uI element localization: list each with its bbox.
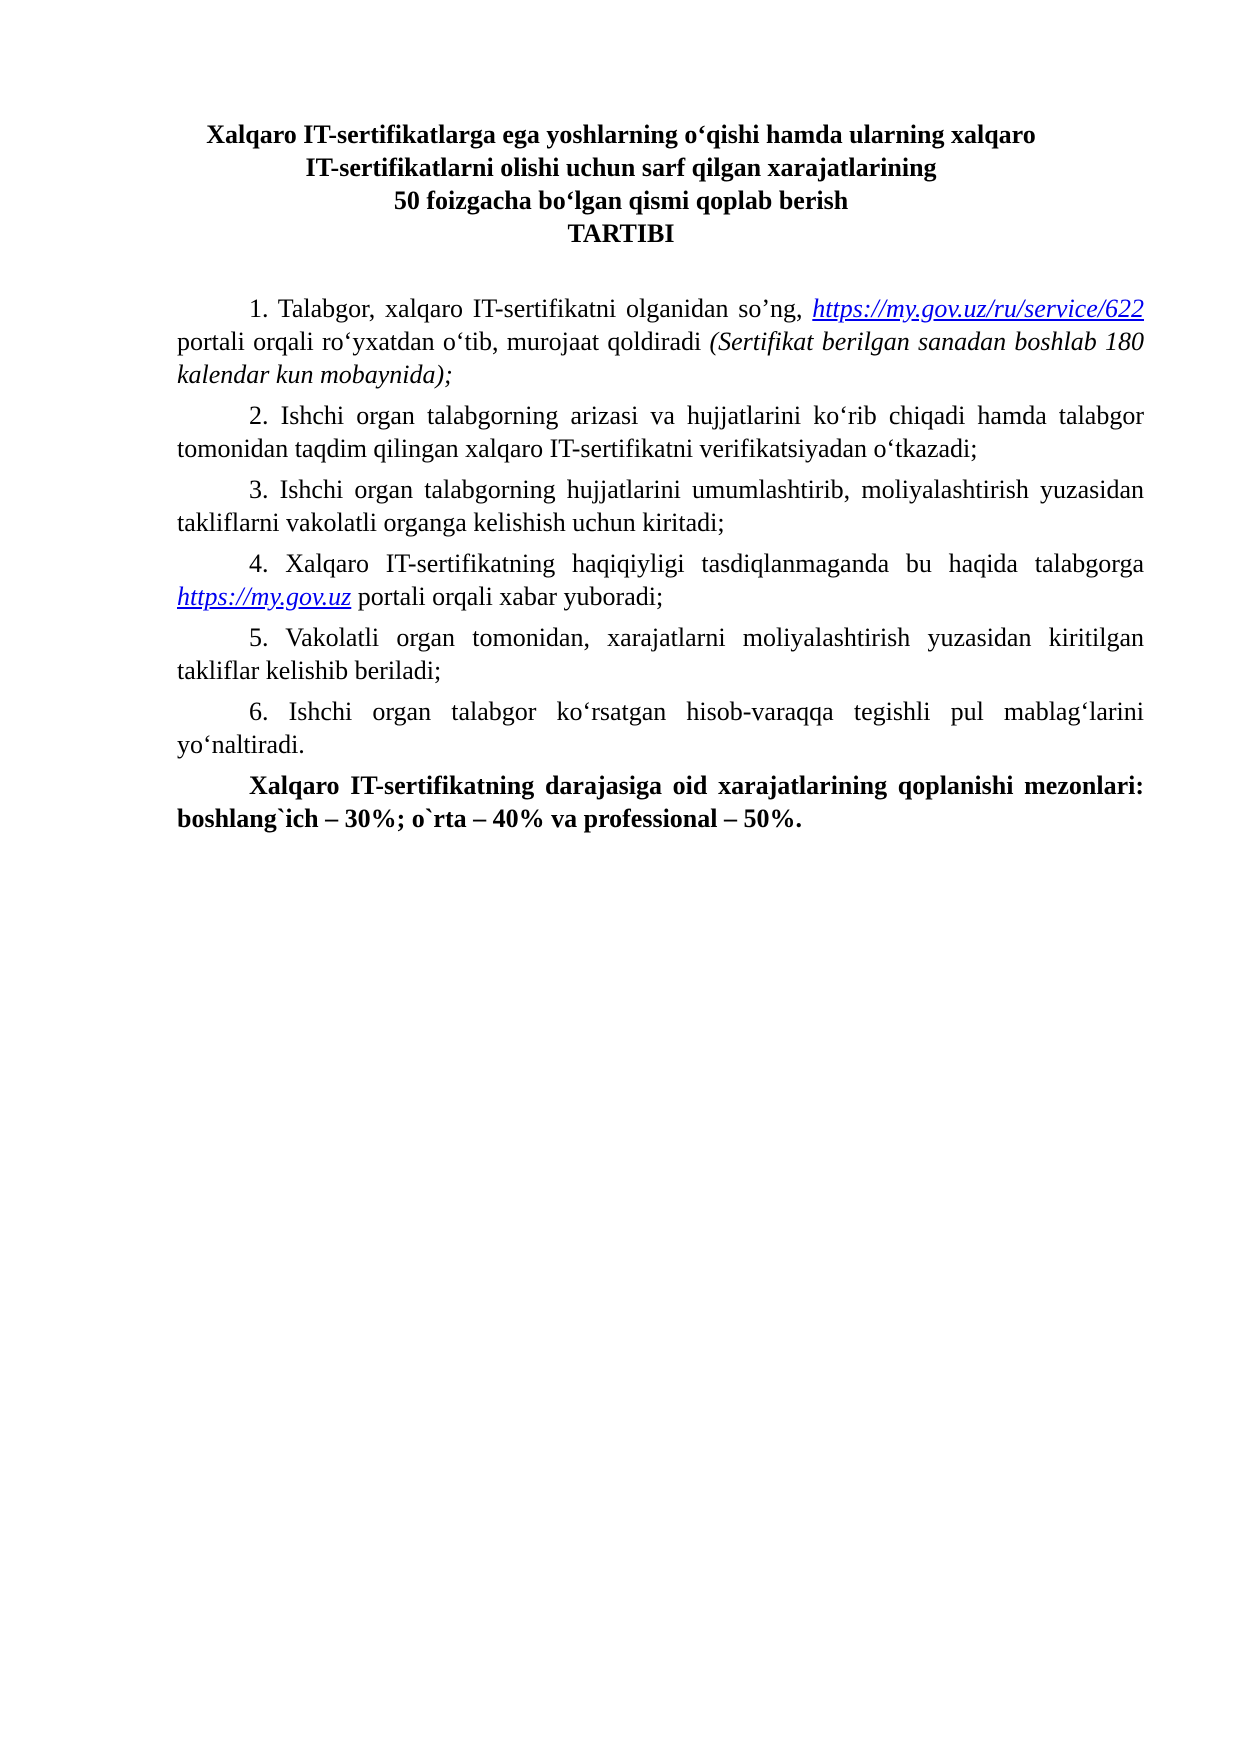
title-line-2: IT-sertifikatlarni olishi uchun sarf qilgan xarajatlarining <box>305 153 937 182</box>
title-line-3: 50 foizgacha bo‘lgan qismi qoplab berish <box>393 186 849 215</box>
procedure-item-2: 2. Ishchi organ talabgorning arizasi va hujjatlarini ko‘rib chiqadi hamda talabgor tomonidan taqdim qilingan xalqaro IT-sertifikatni verifikatsiyadan o‘tkazadi; <box>177 401 1144 463</box>
document-title <box>176 118 1066 250</box>
portal-link[interactable]: https://my.gov.uz <box>177 582 352 611</box>
procedure-item-5: 5. Vakolatli organ tomonidan, xarajatlarni moliyalashtirish yuzasidan kiritilgan takliflar kelishib beriladi; <box>177 623 1144 685</box>
title-line-4: TARTIBI <box>567 219 675 248</box>
title-line-1: Xalqaro IT-sertifikatlarga ega yoshlarning o‘qishi hamda ularning xalqaro <box>206 120 1036 149</box>
item-4-rest: portali orqali xabar yuboradi; <box>351 582 664 611</box>
item-1-rest: portali orqali ro‘yxatdan o‘tib, murojaat qoldiradi <box>177 327 710 356</box>
item-1-note: (Sertifikat berilgan sanadan boshlab 180 kalendar kun mobaynida); <box>177 327 1144 389</box>
procedure-item-1 <box>177 292 1144 391</box>
procedure-item-3: 3. Ishchi organ talabgorning hujjatlarini umumlashtirib, moliyalashtirish yuzasidan takliflarni vakolatli organga kelishish uchun kiritadi; <box>177 475 1144 537</box>
item-4-lead: 4. Xalqaro IT-sertifikatning haqiqiyligi tasdiqlanmaganda bu haqida talabgorga <box>249 549 1144 578</box>
reimbursement-criteria: Xalqaro IT-sertifikatning darajasiga oid xarajatlarining qoplanishi mezonlari: boshlang`ich – 30%; o`rta – 40% va professional – 50%. <box>177 771 1144 833</box>
document-body <box>177 292 1144 843</box>
procedure-item-4 <box>177 547 1144 613</box>
item-1-lead: 1. Talabgor, xalqaro IT-sertifikatni olganidan so’ng, <box>249 294 813 323</box>
service-link[interactable]: https://my.gov.uz/ru/service/622 <box>812 294 1144 323</box>
procedure-item-6: 6. Ishchi organ talabgor ko‘rsatgan hisob-varaqqa tegishli pul mablag‘larini yo‘naltiradi. <box>177 697 1144 759</box>
